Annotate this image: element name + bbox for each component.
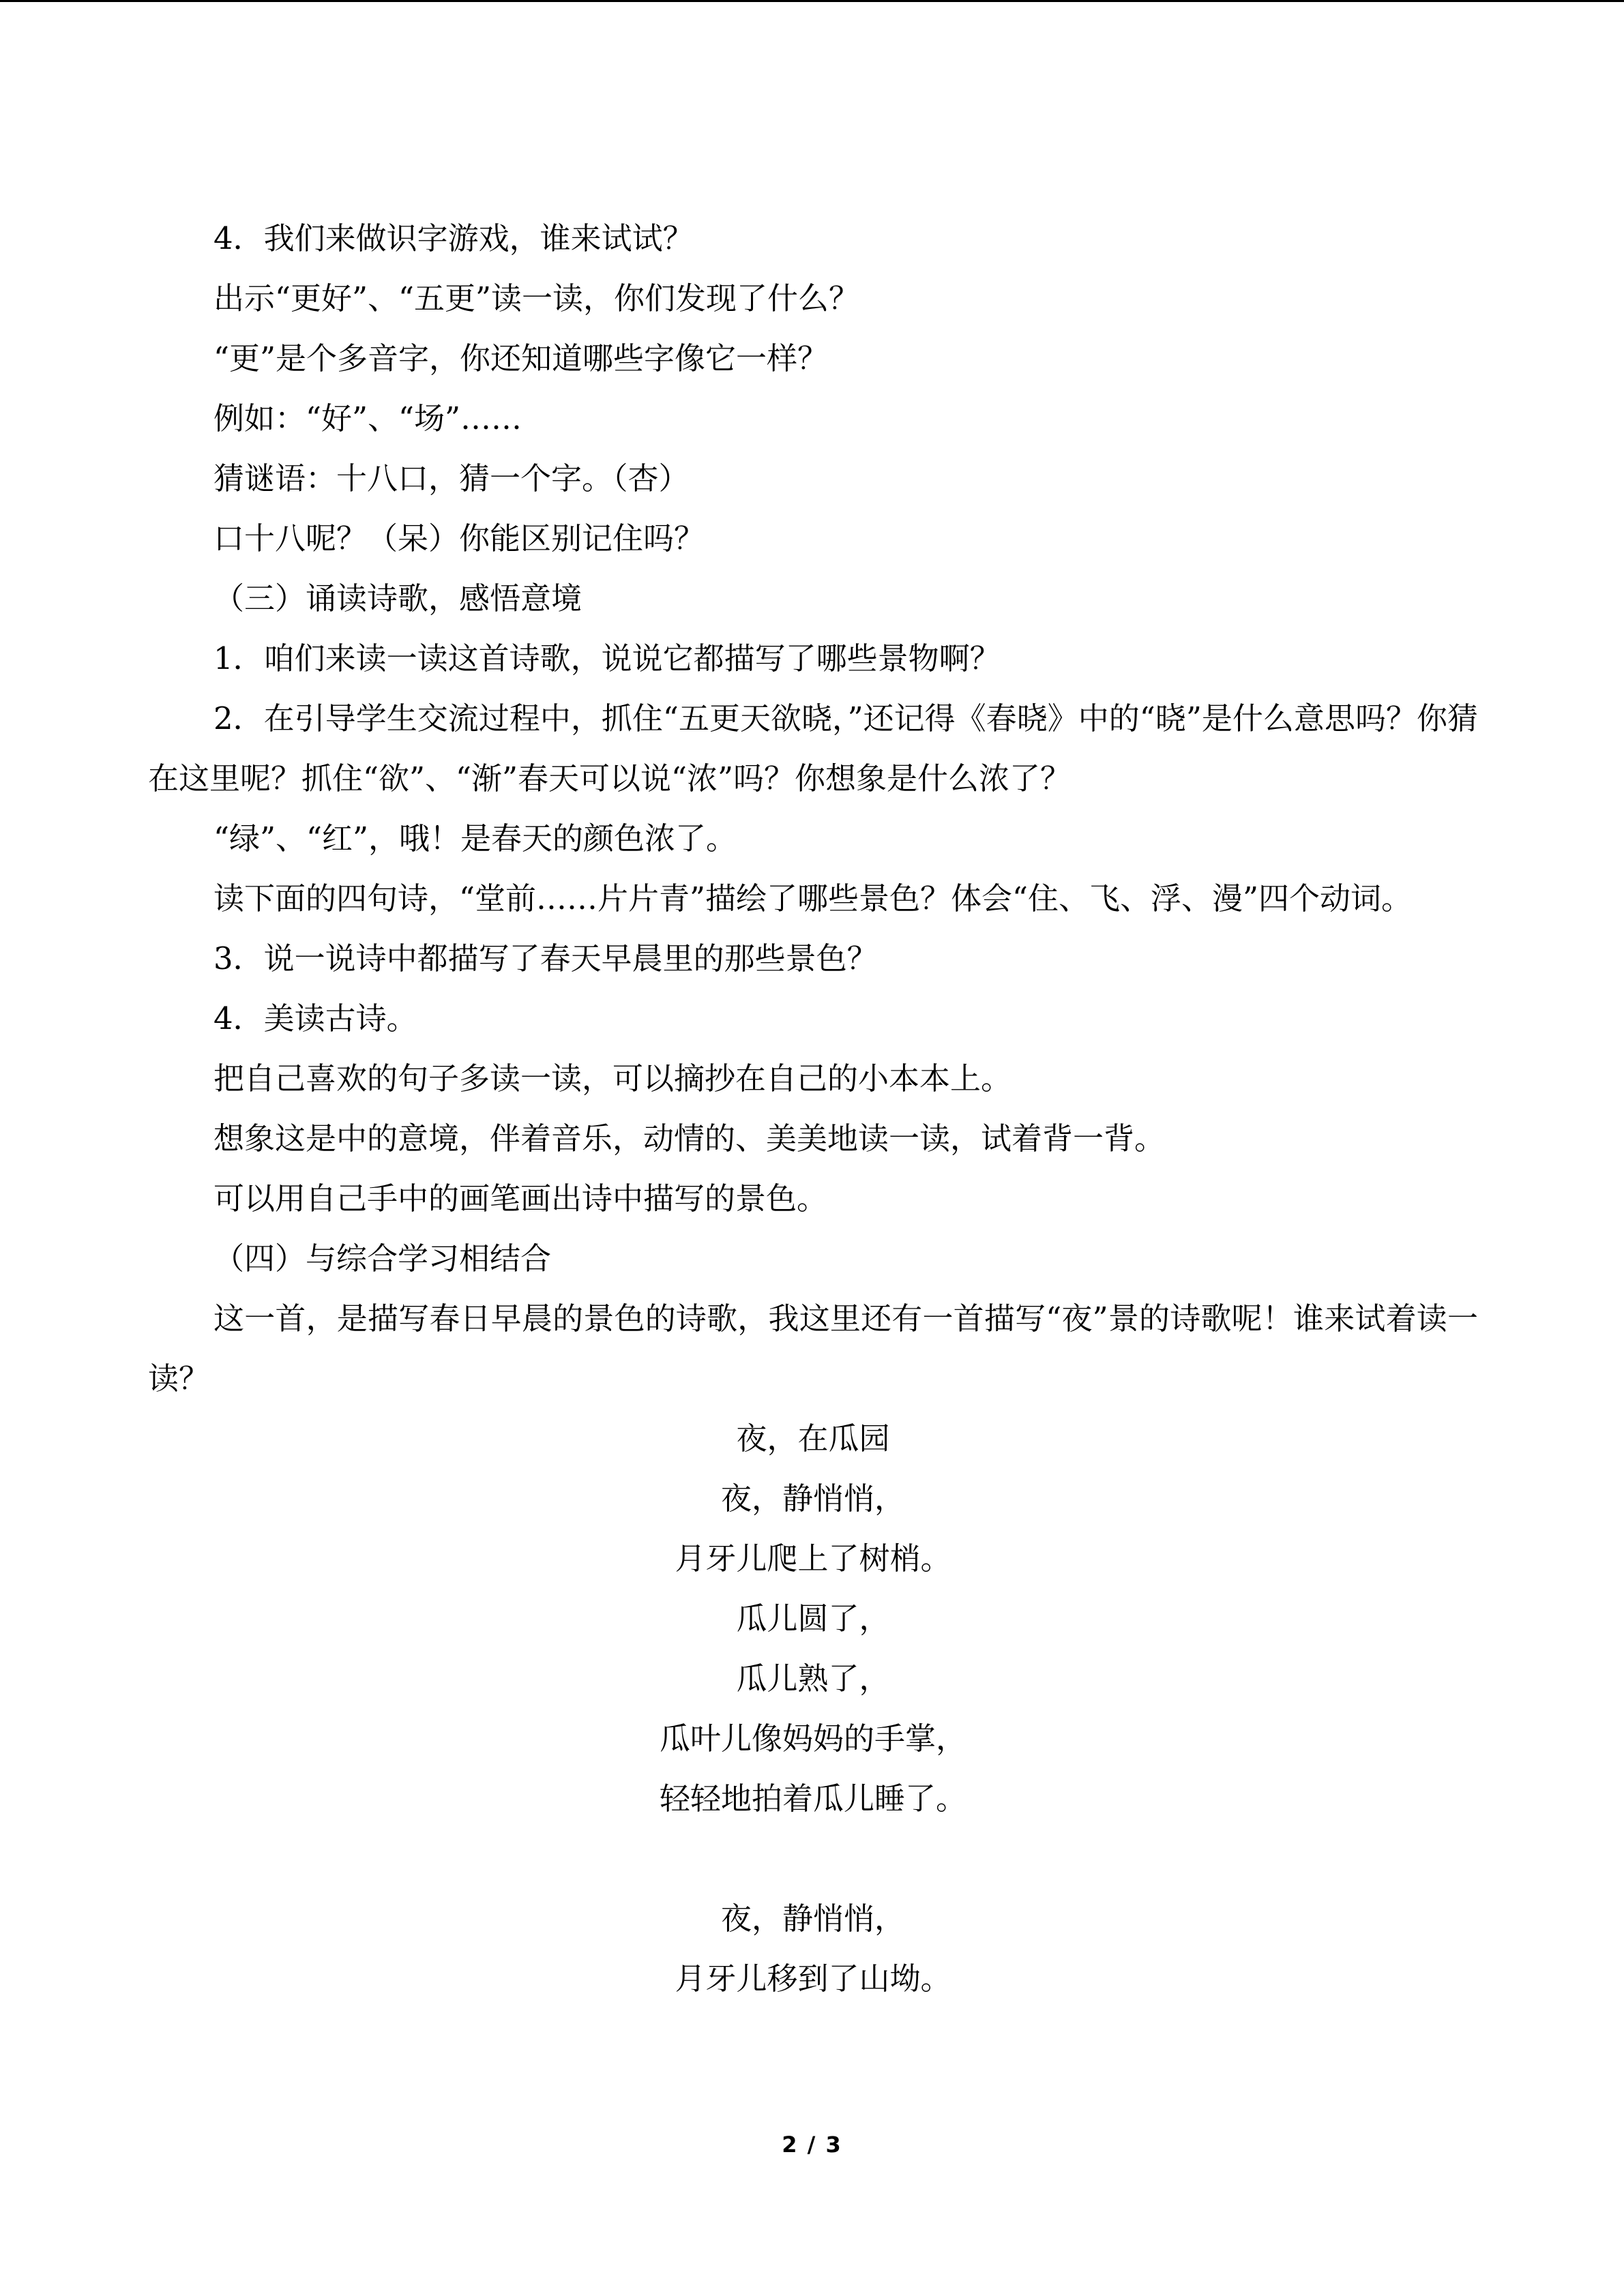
paragraph: 1．咱们来读一读这首诗歌，说说它都描写了哪些景物啊？ [213,640,1001,676]
paragraph: 可以用自己手中的画笔画出诗中描写的景色。 [213,1180,828,1217]
poem-line: 夜，静悄悄， [720,1480,905,1517]
paragraph: “绿”、“红”，哦！是春天的颜色浓了。 [213,820,737,856]
paragraph: 这一首，是描写春日早晨的景色的诗歌，我这里还有一首描写“夜”景的诗歌呢！谁来试着读一读？ [148,1300,1478,1397]
paragraph: 口十八呢？（呆）你能区别记住吗？ [213,520,705,556]
paragraph: 2．在引导学生交流过程中，抓住“五更天欲晓，”还记得《春晓》中的“晓”是什么意思吗？你猜在这里呢？抓住“欲”、“渐”春天可以说“浓”吗？你想象是什么浓了？ [148,700,1478,796]
paragraph: 4．美读古诗。 [213,1000,417,1037]
paragraph: 例如：“好”、“场”…… [213,400,522,436]
page-number: 2 / 3 [782,2132,842,2158]
paragraph: 3．说一说诗中都描写了春天早晨里的那些景色？ [213,940,878,976]
paragraph: 猜谜语：十八口，猜一个字。（杏） [213,460,690,496]
paragraph: “更”是个多音字，你还知道哪些字像它一样？ [213,340,829,376]
poem-line: 夜，静悄悄， [720,1900,905,1937]
poem-line: 月牙儿爬上了树梢。 [675,1540,951,1577]
paragraph: 出示“更好”、“五更”读一读，你们发现了什么？ [213,280,860,316]
poem-line: 轻轻地拍着瓜儿睡了。 [659,1780,966,1817]
section-heading: （四）与综合学习相结合 [213,1240,552,1277]
poem-line: 瓜叶儿像妈妈的手掌， [659,1720,966,1757]
paragraph: 4．我们来做识字游戏，谁来试试？ [213,220,694,256]
poem-line: 瓜儿熟了， [736,1660,890,1697]
poem-line: 瓜儿圆了， [736,1600,890,1637]
paragraph: 想象这是中的意境，伴着音乐，动情的、美美地读一读，试着背一背。 [213,1120,1166,1157]
top-border-line [0,0,1624,2]
poem-title: 夜，在瓜园 [736,1420,890,1457]
document-body [148,209,1478,2009]
poem-line: 月牙儿移到了山坳。 [675,1960,951,1997]
paragraph: 读下面的四句诗，“堂前……片片青”描绘了哪些景色？体会“住、飞、浮、漫”四个动词。 [213,880,1413,916]
section-heading: （三）诵读诗歌，感悟意境 [213,580,582,616]
paragraph: 把自己喜欢的句子多读一读，可以摘抄在自己的小本本上。 [213,1060,1012,1097]
